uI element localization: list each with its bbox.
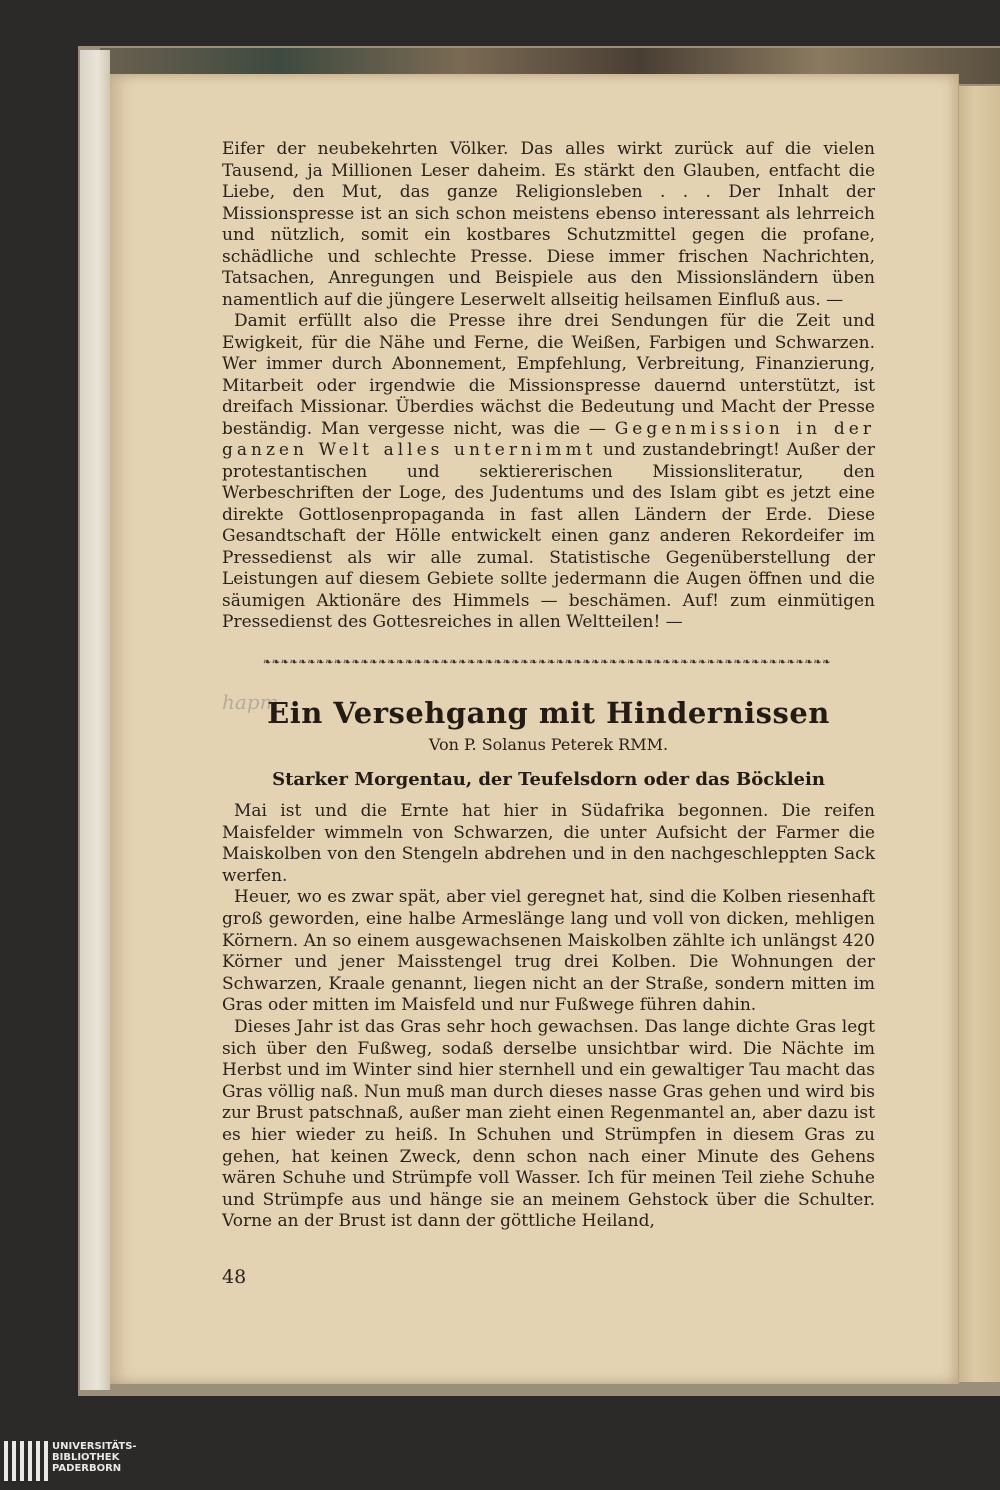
logo-line-2: BIBLIOTHEK bbox=[52, 1452, 120, 1463]
article-byline: Von P. Solanus Peterek RMM. bbox=[428, 735, 669, 754]
paragraph-2-part-a: Damit erfüllt also die Presse ihre drei Sendungen für die Zeit und Ewigkeit, für die Nähe und Ferne, die Weißen, Farbigen und Schwarzen. Wer immer durch Abonnement, Empfehlung, Verbreitung, Finanzierung, Mitarbeit oder irgendwie die Missionspresse dauernd unterstützt, ist dreifach Missionar. Überdies wächst die Bedeutung und Macht der Presse beständig. Man vergesse nicht, was die — bbox=[222, 311, 875, 439]
logo-line-3: PADERBORN bbox=[52, 1463, 122, 1474]
library-logo-text bbox=[52, 1441, 137, 1474]
book-spine bbox=[80, 50, 110, 1390]
body-text-article bbox=[222, 801, 875, 1233]
ornament-divider: ❧❧❧❧❧❧❧❧❧❧❧❧❧❧❧❧❧❧❧❧❧❧❧❧❧❧❧❧❧❧❧❧❧❧❧❧❧❧❧❧❧❧❧❧❧❧❧❧❧❧❧❧❧❧❧❧❧❧❧❧❧❧❧❧ bbox=[262, 657, 832, 668]
paragraph-3: Mai ist und die Ernte hat hier in Südafrika begonnen. Die reifen Maisfelder wimmeln von Schwarzen, die unter Aufsicht der Farmer die Maiskolben von den Stengeln abdrehen und in den nachgeschleppten Sack werfen. bbox=[222, 801, 875, 886]
pencil-note: hapm bbox=[222, 690, 279, 714]
body-text-top bbox=[222, 139, 875, 634]
article-subtitle: Starker Morgentau, der Teufelsdorn oder das Böcklein bbox=[272, 769, 825, 790]
library-logo-icon bbox=[4, 1441, 48, 1481]
paragraph-1: Eifer der neubekehrten Völker. Das alles wirkt zurück auf die vielen Tausend, ja Millionen Leser daheim. Es stärkt den Glauben, entfacht die Liebe, den Mut, das ganze Religionsleben . . . Der Inhalt der Missionspresse ist an sich schon meistens ebenso interessant als lehrreich und nützlich, somit ein kostbares Schutzmittel gegen die profane, schädliche und schlechte Presse. Diese immer frischen Nachrichten, Tatsachen, Anregungen und Beispiele aus den Missionsländern üben namentlich auf die jüngere Leserwelt allseitig heilsamen Einfluß aus. — bbox=[222, 139, 875, 310]
paragraph-5: Dieses Jahr ist das Gras sehr hoch gewachsen. Das lange dichte Gras legt sich über den Fußweg, sodaß derselbe unsichtbar wird. Die Nächte im Herbst und im Winter sind hier sternhell und ein gewaltiger Tau macht das Gras völlig naß. Nun muß man durch dieses nasse Gras gehen und wird bis zur Brust patschnaß, außer man zieht einen Regenmantel an, aber dazu ist es hier wieder zu heiß. In Schuhen und Strümpfen in diesem Gras zu gehen, hat keinen Zweck, denn schon nach einer Minute des Gehens wären Schuhe und Strümpfe voll Wasser. Ich für meinen Teil ziehe Schuhe und Strümpfe aus und hänge sie an meinem Gehstock über die Schulter. Vorne an der Brust ist dann der göttliche Heiland, bbox=[222, 1016, 875, 1232]
logo-line-1: UNIVERSITÄTS- bbox=[52, 1441, 137, 1452]
paragraph-2-part-b: und zustandebringt! Außer der protestantischen und sektiererischen Missionsliteratur, den Werbeschriften der Loge, des Judentums und des Islam gibt es jetzt eine direkte Gottlosenpropaganda in fast allen Ländern der Erde. Diese Gesandtschaft der Hölle entwickelt einen ganz anderen Rekordeifer im Pressedienst als wir alle zumal. Statistische Gegenüberstellung der Leistungen auf diesem Gebiete sollte jedermann die Augen öffnen und die säumigen Aktionäre des Himmels — beschämen. Auf! zum einmütigen Pressedienst des Gottesreiches in allen Weltteilen! — bbox=[222, 440, 875, 632]
next-page-edge bbox=[958, 86, 1000, 1382]
footer-bar bbox=[0, 1440, 1000, 1490]
paragraph-4: Heuer, wo es zwar spät, aber viel geregnet hat, sind die Kolben riesenhaft groß geworden, eine halbe Armeslänge lang und voll von dicken, mehligen Körnern. An so einem ausgewachsenen Maiskolben zählte ich unlängst 420 Körner und jener Maisstengel trug drei Kolben. Die Wohnungen der Schwarzen, Kraale genannt, liegen nicht an der Straße, sondern mitten im Gras oder mitten im Maisfeld und nur Fußwege führen dahin. bbox=[222, 887, 875, 1016]
article-title: Ein Versehgang mit Hindernissen bbox=[267, 696, 830, 730]
paragraph-2-spaced: Gegenmission in der ganzen Welt alles unternimmt bbox=[222, 418, 875, 460]
paragraph-2 bbox=[222, 311, 875, 634]
page-number: 48 bbox=[222, 1266, 247, 1288]
